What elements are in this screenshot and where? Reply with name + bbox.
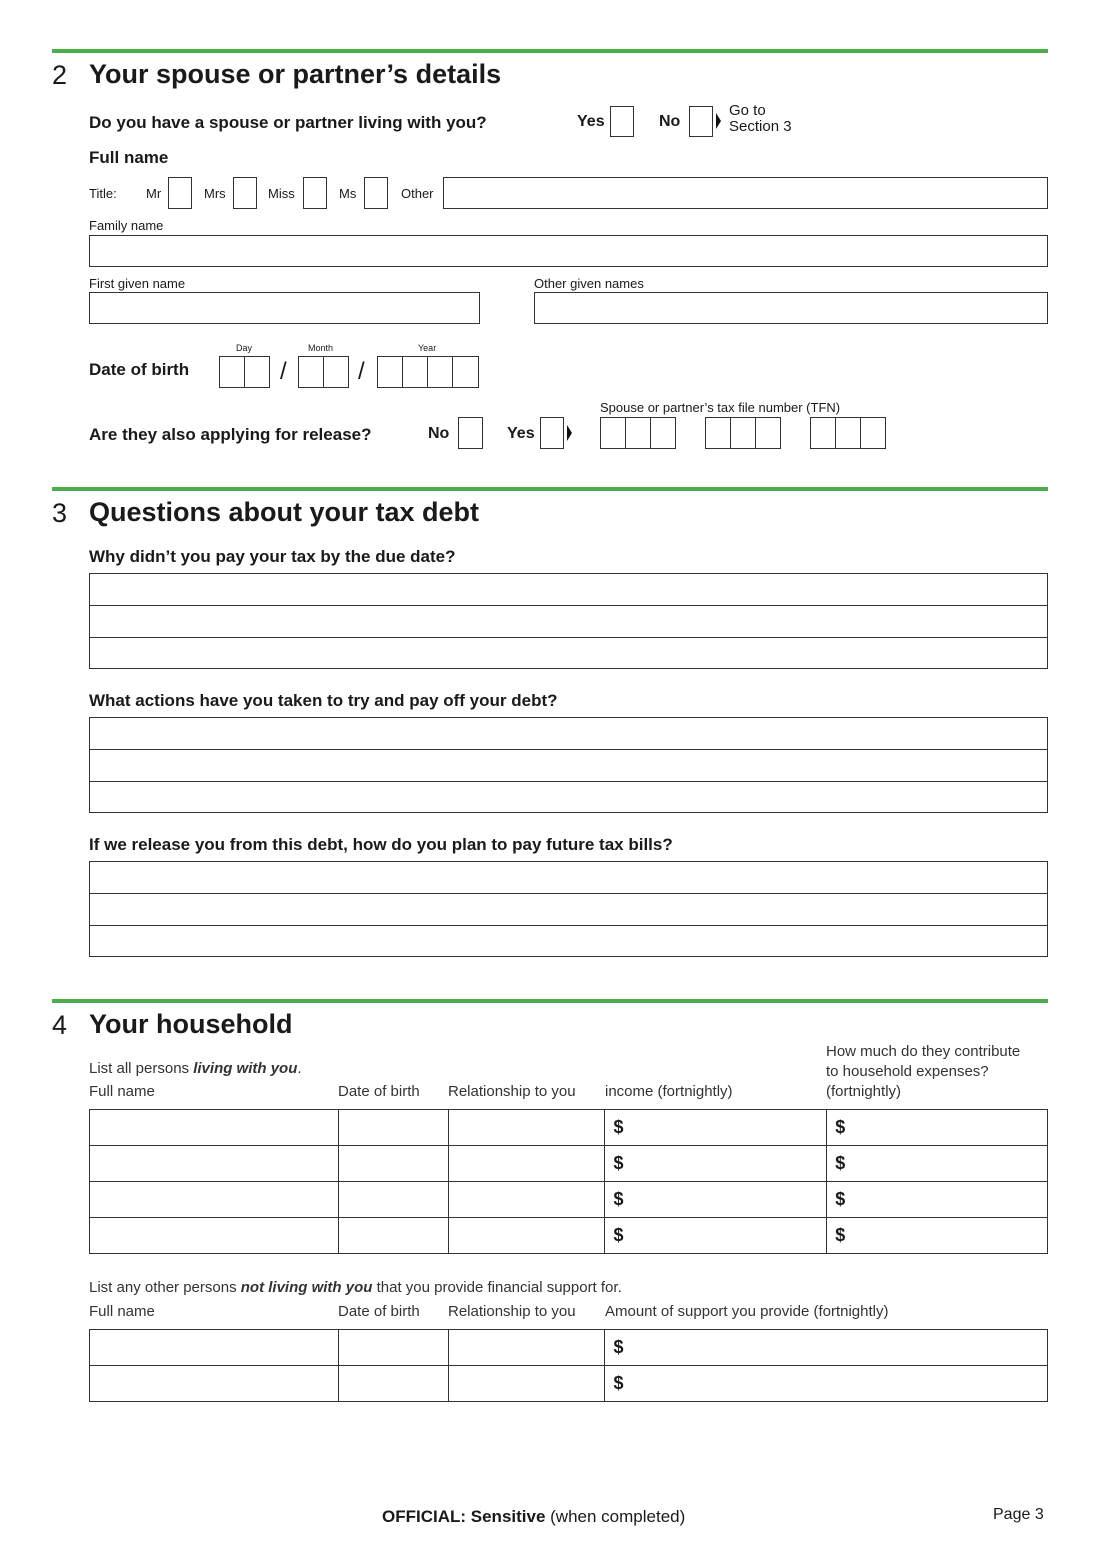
dob-year-1[interactable] [377,356,403,388]
future-tax-question: If we release you from this debt, how do you plan to pay future tax bills? [89,835,673,854]
tfn-digit-7[interactable] [810,417,836,449]
income-cell[interactable] [605,1218,827,1254]
dob-day-2[interactable] [244,356,270,388]
tfn-digit-8[interactable] [835,417,861,449]
dob-slash-2: / [358,358,365,385]
tfn-digit-1[interactable] [600,417,626,449]
section-2-rule [52,49,1048,53]
future-tax-answer-area[interactable] [89,861,1048,957]
family-name-field[interactable] [89,235,1048,267]
dollar-sign: $ [613,1373,624,1393]
dob-year-label: Year [418,343,437,353]
contribution-cell[interactable] [827,1110,1048,1146]
due-date-question: Why didn’t you pay your tax by the due date? [89,547,456,566]
col-contribution-1: How much do they contribute [826,1043,1021,1060]
relationship-cell[interactable] [448,1218,605,1254]
title-label: Title: [89,186,117,201]
goto-line-2: Section 3 [729,118,792,135]
income-cell[interactable] [605,1182,827,1218]
name-cell[interactable] [90,1330,339,1366]
household-table [89,1109,1048,1254]
release-question: Are they also applying for release? [89,425,372,444]
support-cell[interactable] [605,1330,1048,1366]
actions-question: What actions have you taken to try and pay off your debt? [89,691,558,710]
family-name-label: Family name [89,218,164,233]
col-full-name-2: Full name [89,1303,155,1320]
title-ms-checkbox[interactable] [364,177,388,209]
title-ms-label: Ms [339,186,357,201]
col-dob-2: Date of birth [338,1303,420,1320]
dollar-sign: $ [613,1117,624,1137]
title-miss-checkbox[interactable] [303,177,327,209]
relationship-cell[interactable] [448,1366,605,1402]
support-table [89,1329,1048,1402]
dob-cell[interactable] [338,1182,448,1218]
dob-cell[interactable] [338,1110,448,1146]
dollar-sign: $ [835,1225,846,1245]
contribution-cell[interactable] [827,1218,1048,1254]
list-living-intro: List all persons living with you. [89,1060,302,1077]
title-mr-checkbox[interactable] [168,177,192,209]
tfn-digit-9[interactable] [860,417,886,449]
table-row [90,1182,1048,1218]
section-3-title: Questions about your tax debt [89,497,480,527]
other-given-names-label: Other given names [534,276,644,291]
release-no-label: No [428,425,450,442]
dob-cell[interactable] [338,1146,448,1182]
spouse-yes-label: Yes [577,113,605,130]
title-mr-label: Mr [146,186,162,201]
release-no-checkbox[interactable] [458,417,483,449]
name-cell[interactable] [90,1110,339,1146]
spouse-no-label: No [659,113,681,130]
tfn-digit-2[interactable] [625,417,651,449]
title-miss-label: Miss [268,186,295,201]
title-other-label: Other [401,186,434,201]
section-3-rule [52,487,1048,491]
dollar-sign: $ [613,1189,624,1209]
support-cell[interactable] [605,1366,1048,1402]
first-given-name-field[interactable] [89,292,480,324]
section-4-title: Your household [89,1009,293,1039]
spouse-yes-checkbox[interactable] [610,106,634,137]
col-relationship: Relationship to you [448,1083,576,1100]
title-other-field[interactable] [443,177,1048,209]
arrow-right-icon [716,113,721,129]
col-contribution-3: (fortnightly) [826,1083,902,1100]
actions-answer-area[interactable] [89,717,1048,813]
dollar-sign: $ [613,1153,624,1173]
dollar-sign: $ [835,1189,846,1209]
release-yes-label: Yes [507,425,535,442]
dob-month-1[interactable] [298,356,324,388]
title-mrs-checkbox[interactable] [233,177,257,209]
col-full-name: Full name [89,1083,155,1100]
col-support: Amount of support you provide (fortnightly) [605,1303,889,1320]
arrow-right-icon [567,425,572,441]
col-dob: Date of birth [338,1083,420,1100]
income-cell[interactable] [605,1110,827,1146]
full-name-heading: Full name [89,148,169,167]
goto-line-1: Go to [729,102,766,119]
table-row [90,1330,1048,1366]
relationship-cell[interactable] [448,1146,605,1182]
tfn-label: Spouse or partner’s tax file number (TFN) [600,400,841,415]
dob-cell[interactable] [338,1330,448,1366]
due-date-answer-area[interactable] [89,573,1048,669]
name-cell[interactable] [90,1182,339,1218]
dob-month-label: Month [308,343,334,353]
spouse-no-checkbox[interactable] [689,106,713,137]
other-given-names-field[interactable] [534,292,1048,324]
section-2-title: Your spouse or partner’s details [89,59,502,89]
relationship-cell[interactable] [448,1330,605,1366]
relationship-cell[interactable] [448,1110,605,1146]
dob-cell[interactable] [338,1218,448,1254]
dollar-sign: $ [613,1337,624,1357]
name-cell[interactable] [90,1146,339,1182]
tfn-digit-6[interactable] [755,417,781,449]
tfn-digit-5[interactable] [730,417,756,449]
section-4-number: 4 [52,1010,68,1040]
section-3-number: 3 [52,498,68,528]
list-not-living-intro: List any other persons not living with you that you provide financial support for. [89,1279,622,1296]
table-row [90,1110,1048,1146]
dob-label: Date of birth [89,360,190,379]
dob-day-1[interactable] [219,356,245,388]
contribution-cell[interactable] [827,1182,1048,1218]
name-cell[interactable] [90,1218,339,1254]
col-relationship-2: Relationship to you [448,1303,576,1320]
dob-month-2[interactable] [323,356,349,388]
contribution-cell[interactable] [827,1146,1048,1182]
tfn-digit-3[interactable] [650,417,676,449]
col-contribution-2: to household expenses? [826,1063,989,1080]
title-mrs-label: Mrs [204,186,226,201]
dob-slash-1: / [280,358,287,385]
dollar-sign: $ [613,1225,624,1245]
dob-year-4[interactable] [452,356,479,388]
classification-footer: OFFICIAL: Sensitive (when completed) [382,1507,686,1526]
dollar-sign: $ [835,1117,846,1137]
table-row [90,1366,1048,1402]
page-number: Page 3 [993,1506,1044,1523]
release-yes-checkbox[interactable] [540,417,564,449]
section-4-rule [52,999,1048,1003]
section-2-number: 2 [52,60,68,90]
first-given-name-label: First given name [89,276,186,291]
income-cell[interactable] [605,1146,827,1182]
dollar-sign: $ [835,1153,846,1173]
dob-year-2[interactable] [402,356,428,388]
table-row [90,1218,1048,1254]
relationship-cell[interactable] [448,1182,605,1218]
tfn-digit-4[interactable] [705,417,731,449]
name-cell[interactable] [90,1366,339,1402]
dob-cell[interactable] [338,1366,448,1402]
col-income: income (fortnightly) [605,1083,733,1100]
dob-day-label: Day [236,343,253,353]
spouse-living-question: Do you have a spouse or partner living with you? [89,113,487,132]
table-row [90,1146,1048,1182]
dob-year-3[interactable] [427,356,453,388]
